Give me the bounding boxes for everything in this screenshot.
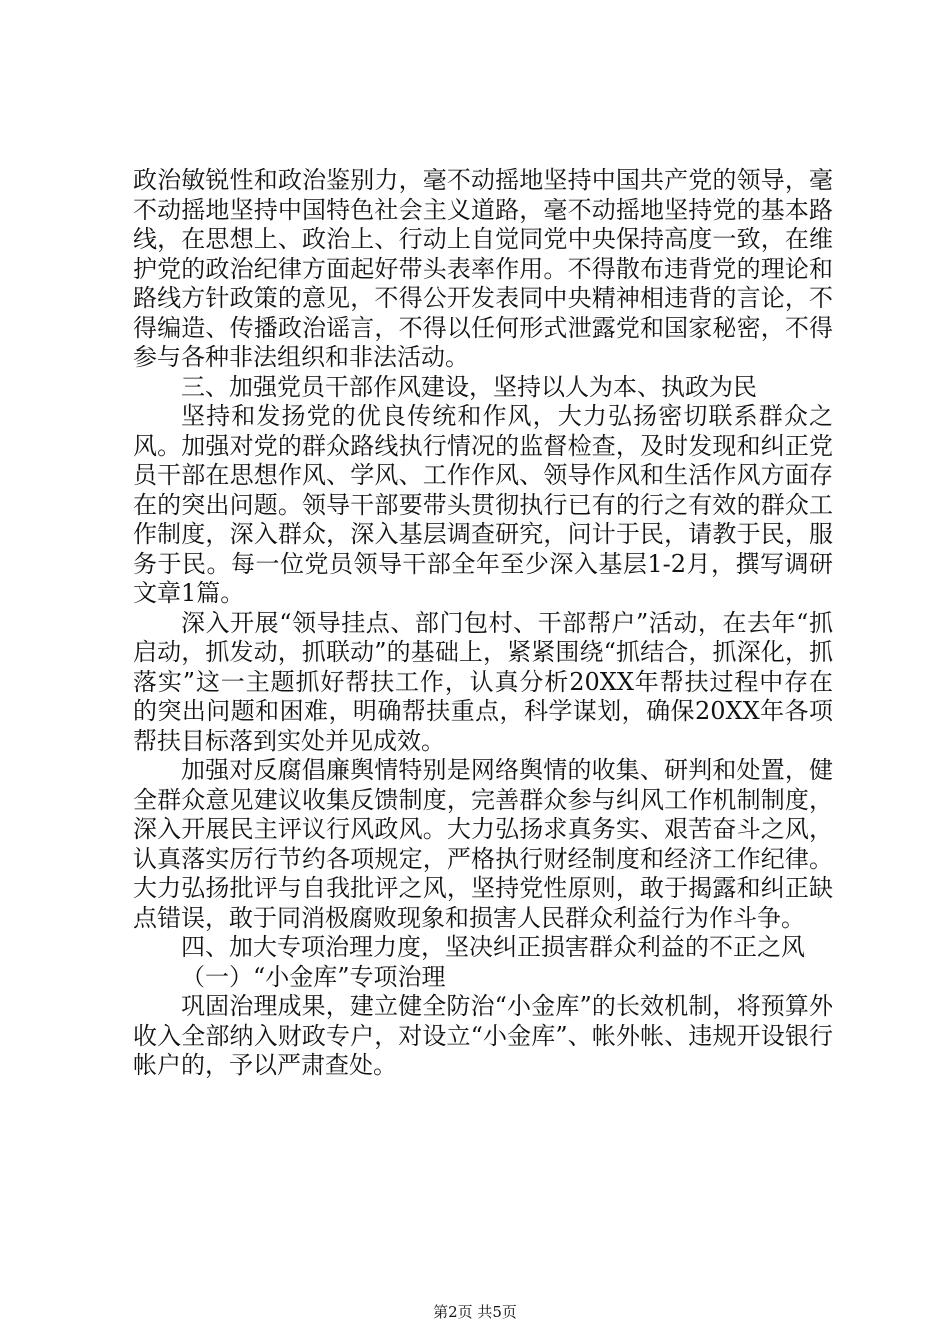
paragraph-continuation: 政治敏锐性和政治鉴别力，毫不动摇地坚持中国共产党的领导，毫不动摇地坚持中国特色社会主义道路，毫不动摇地坚持党的基本路线，在思想上、政治上、行动上自觉同党中央保持高度一致，在维护党的政治纪律方面起好带头表率作用。不得散布违背党的理论和路线方针政策的意见，不得公开发表同中央精神相违背的言论，不得编造、传播政治谣言，不得以任何形式泄露党和国家秘密，不得参与各种非法组织和非法活动。 xyxy=(133,166,833,371)
subsection-heading-one: （一）“小金库”专项治理 xyxy=(181,962,446,991)
paragraph-assistance-activity: 深入开展“领导挂点、部门包村、干部帮户”活动，在去年“抓启动，抓发动，抓联动”的基础上，紧紧围绕“抓结合，抓深化，抓落实”这一主题抓好帮扶工作，认真分析20XX年帮扶过程中存在的突出问题和困难，明确帮扶重点，科学谋划，确保20XX年各项帮扶目标落到实处并见成效。 xyxy=(133,608,833,755)
section-heading-three: 三、加强党员干部作风建设，坚持以人为本、执政为民 xyxy=(181,372,757,401)
page-footer: 第2页 共5页 xyxy=(433,1303,517,1321)
paragraph-public-opinion: 加强对反腐倡廉舆情特别是网络舆情的收集、研判和处置，健全群众意见建议收集反馈制度，完善群众参与纠风工作机制制度，深入开展民主评议行风政风。大力弘扬求真务实、艰苦奋斗之风，认真落实厉行节约各项规定，严格执行财经制度和经济工作纪律。大力弘扬批评与自我批评之风，坚持党性原则，敢于揭露和纠正缺点错误，敢于同消极腐败现象和损害人民群众利益行为作斗争。 xyxy=(133,756,833,932)
paragraph-work-style: 坚持和发扬党的优良传统和作风，大力弘扬密切联系群众之风。加强对党的群众路线执行情况的监督检查，及时发现和纠正党员干部在思想作风、学风、工作作风、领导作风和生活作风方面存在的突出问题。领导干部要带头贯彻执行已有的行之有效的群众工作制度，深入群众，深入基层调查研究，问计于民，请教于民，服务于民。每一位党员领导干部全年至少深入基层1-2月，撰写调研文章1篇。 xyxy=(133,402,833,607)
document-body xyxy=(133,166,833,1081)
paragraph-small-treasury: 巩固治理成果，建立健全防治“小金库”的长效机制，将预算外收入全部纳入财政专户，对设立“小金库”、帐外帐、违规开设银行帐户的，予以严肃查处。 xyxy=(133,992,833,1079)
section-heading-four: 四、加大专项治理力度，坚决纠正损害群众利益的不正之风 xyxy=(181,933,805,961)
